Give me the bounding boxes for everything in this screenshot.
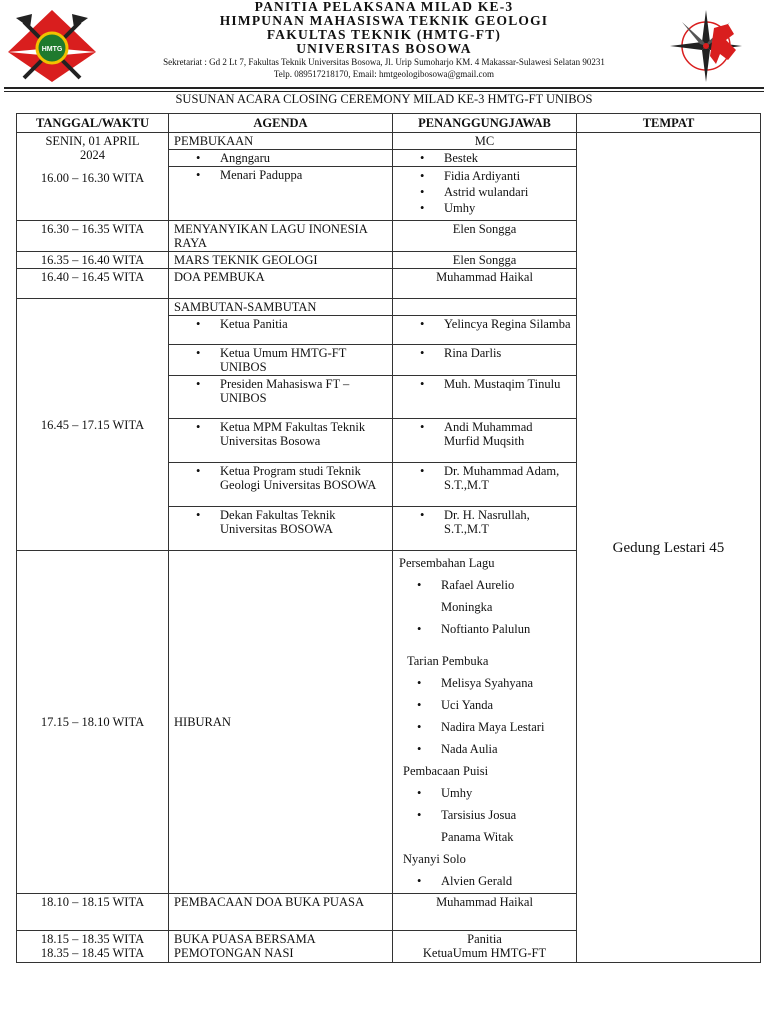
cell-agenda: MARS TEKNIK GEOLOGI — [169, 252, 393, 269]
col-header-pj: PENANGGUNGJAWAB — [393, 114, 577, 133]
time-label: 18.35 – 18.45 WITA — [40, 946, 145, 960]
bullet-icon: • — [196, 317, 201, 331]
cell-pj — [393, 345, 577, 376]
cell-agenda: MENYANYIKAN LAGU INONESIA RAYA — [169, 221, 393, 252]
bullet-icon: • — [420, 464, 425, 478]
cell-agenda: SAMBUTAN-SAMBUTAN — [169, 299, 393, 316]
cell-agenda: HIBURAN — [169, 551, 393, 894]
agenda-item: Menari Paduppa — [220, 168, 303, 182]
col-header-tempat: TEMPAT — [577, 114, 761, 133]
date-year: 2024 — [80, 148, 105, 162]
pj-item: Yelincya Regina Silamba — [444, 317, 571, 331]
bullet-icon: • — [417, 808, 422, 822]
table-header-row — [17, 114, 761, 133]
cell-agenda — [169, 376, 393, 419]
bullet-icon: • — [420, 317, 425, 331]
cell-agenda — [169, 463, 393, 507]
milad-logo — [664, 6, 754, 86]
bullet-icon: • — [196, 168, 201, 182]
cell-agenda — [169, 167, 393, 221]
pj-item: Bestek — [444, 151, 479, 165]
bullet-icon: • — [196, 464, 201, 478]
pj-item: Fidia Ardiyanti — [444, 169, 521, 183]
cell-time: 16.45 – 17.15 WITA — [17, 299, 169, 551]
col-header-waktu: TANGGAL/WAKTU — [17, 114, 169, 133]
cell-pj — [393, 931, 577, 963]
cell-pj — [393, 419, 577, 463]
pj-item: Rina Darlis — [444, 346, 502, 360]
cell-pj — [393, 299, 577, 316]
cell-tempat: Gedung Lestari 45 — [577, 133, 761, 963]
header-line-1: PANITIA PELAKSANA MILAD KE-3 — [254, 0, 514, 14]
bullet-icon: • — [417, 742, 422, 756]
bullet-icon: • — [196, 346, 201, 360]
cell-agenda — [169, 931, 393, 963]
cell-pj — [393, 150, 577, 167]
pj-item: Dr. H. Nasrullah, S.T.,M.T — [444, 508, 530, 536]
agenda-item: PEMOTONGAN NASI — [174, 946, 294, 960]
pj-item-cont: Moningka — [441, 600, 493, 614]
cell-agenda — [169, 419, 393, 463]
cell-agenda — [169, 150, 393, 167]
col-header-agenda: AGENDA — [169, 114, 393, 133]
cell-agenda: DOA PEMBUKA — [169, 269, 393, 299]
pj-item: KetuaUmum HMTG-FT — [422, 946, 547, 960]
header-rule-thick — [4, 87, 764, 89]
agenda-item: Dekan Fakultas Teknik Universitas BOSOWA — [220, 508, 336, 536]
bullet-icon: • — [420, 185, 425, 199]
cell-time: 16.35 – 16.40 WITA — [17, 252, 169, 269]
cell-agenda: PEMBUKAAN — [169, 133, 393, 150]
bullet-icon: • — [196, 377, 201, 391]
bullet-icon: • — [417, 578, 422, 592]
table-row — [17, 133, 761, 150]
bullet-icon: • — [417, 720, 422, 734]
time-label: 16.00 – 16.30 WITA — [40, 171, 145, 185]
header-contact: Telp. 089517218170, Email: hmtgeologibosowa@gmail.com — [273, 69, 495, 79]
pj-item: Melisya Syahyana — [441, 676, 533, 690]
header-line-3: FAKULTAS TEKNIK (HMTG-FT) — [266, 27, 502, 42]
pj-item: Umhy — [441, 786, 473, 800]
header-address: Sekretariat : Gd 2 Lt 7, Fakultas Teknik Universitas Bosowa, Jl. Urip Sumoharjo KM. 4 Makassar-Sulawesi Selatan 90231 — [163, 57, 605, 67]
bullet-icon: • — [196, 420, 201, 434]
bullet-icon: • — [420, 151, 425, 165]
group-title: Persembahan Lagu — [399, 556, 495, 570]
group-title: Nyanyi Solo — [403, 852, 466, 866]
agenda-item: Angngaru — [220, 151, 270, 165]
cell-pj: Elen Songga — [393, 252, 577, 269]
pj-item: Nada Aulia — [441, 742, 498, 756]
cell-pj — [393, 507, 577, 551]
cell-time: 18.10 – 18.15 WITA — [17, 894, 169, 931]
document-title: SUSUNAN ACARA CLOSING CEREMONY MILAD KE-3 HMTG-FT UNIBOS — [175, 92, 593, 106]
bullet-icon: • — [196, 508, 201, 522]
bullet-icon: • — [420, 346, 425, 360]
pj-item: Noftianto Palulun — [441, 622, 531, 636]
pj-item: Panitia — [467, 932, 502, 946]
agenda-item: Ketua MPM Fakultas Teknik Universitas Bosowa — [220, 420, 366, 448]
cell-agenda — [169, 316, 393, 345]
pj-item: Dr. Muhammad Adam, S.T.,M.T — [444, 464, 560, 492]
cell-pj — [393, 376, 577, 419]
pj-item-cont: Panama Witak — [441, 830, 514, 844]
cell-agenda — [169, 507, 393, 551]
cell-pj: Muhammad Haikal — [393, 894, 577, 931]
bullet-icon: • — [420, 169, 425, 183]
agenda-item: Ketua Panitia — [220, 317, 288, 331]
logo-text: HMTG — [41, 46, 63, 53]
cell-time: 17.15 – 18.10 WITA — [17, 551, 169, 894]
bullet-icon: • — [420, 420, 425, 434]
bullet-icon: • — [417, 676, 422, 690]
bullet-icon: • — [420, 377, 425, 391]
cell-pj — [393, 463, 577, 507]
header-line-2: HIMPUNAN MAHASISWA TEKNIK GEOLOGI — [219, 13, 549, 28]
cell-pj: Elen Songga — [393, 221, 577, 252]
pj-item: Astrid wulandari — [444, 185, 529, 199]
pj-item: Umhy — [444, 201, 476, 215]
cell-pj: Muhammad Haikal — [393, 269, 577, 299]
agenda-item: Ketua Umum HMTG-FT UNIBOS — [220, 346, 347, 374]
bullet-icon: • — [417, 622, 422, 636]
pj-item: Muh. Mustaqim Tinulu — [444, 377, 561, 391]
bullet-icon: • — [196, 151, 201, 165]
pj-item: Tarsisius Josua — [441, 808, 517, 822]
time-label: 18.15 – 18.35 WITA — [40, 932, 145, 946]
hmtg-logo — [6, 8, 98, 84]
bullet-icon: • — [417, 786, 422, 800]
pj-item: Alvien Gerald — [441, 874, 513, 888]
cell-pj — [393, 167, 577, 221]
cell-time: 16.30 – 16.35 WITA — [17, 221, 169, 252]
agenda-table — [16, 113, 761, 963]
header-line-4: UNIVERSITAS BOSOWA — [296, 41, 472, 56]
bullet-icon: • — [420, 508, 425, 522]
letterhead — [110, 0, 658, 80]
cell-pj — [393, 316, 577, 345]
cell-agenda: PEMBACAAN DOA BUKA PUASA — [169, 894, 393, 931]
cell-time — [17, 133, 169, 221]
group-title: Tarian Pembuka — [407, 654, 489, 668]
cell-time: 16.40 – 16.45 WITA — [17, 269, 169, 299]
agenda-item: Presiden Mahasiswa FT – UNIBOS — [220, 377, 350, 405]
agenda-item: BUKA PUASA BERSAMA — [174, 932, 316, 946]
pj-item: Uci Yanda — [441, 698, 494, 712]
bullet-icon: • — [417, 874, 422, 888]
cell-pj: MC — [393, 133, 577, 150]
cell-time — [17, 931, 169, 963]
cell-agenda — [169, 345, 393, 376]
bullet-icon: • — [420, 201, 425, 215]
cell-pj — [393, 551, 577, 894]
pj-item: Rafael Aurelio — [441, 578, 515, 592]
agenda-item: Ketua Program studi Teknik Geologi Universitas BOSOWA — [220, 464, 377, 492]
date-label: SENIN, 01 APRIL — [45, 134, 140, 148]
pj-item: Nadira Maya Lestari — [441, 720, 545, 734]
group-title: Pembacaan Puisi — [403, 764, 489, 778]
pj-item: Andi Muhammad Murfid Muqsith — [444, 420, 533, 448]
bullet-icon: • — [417, 698, 422, 712]
